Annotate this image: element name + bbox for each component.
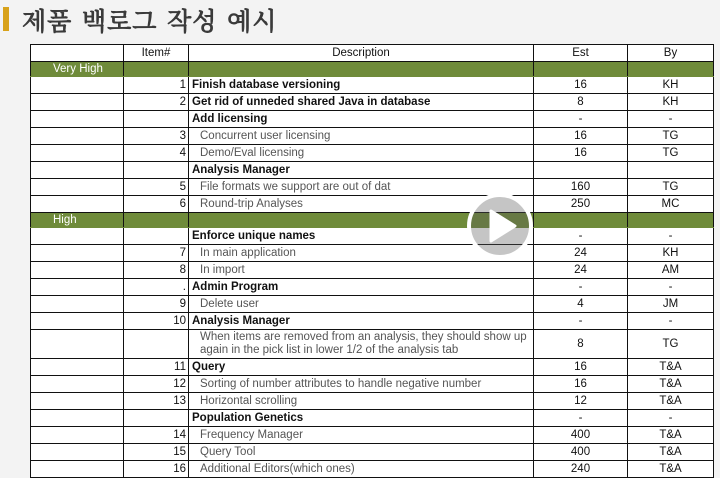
item-description: When items are removed from an analysis, they should show up again in the pick list in lower 1/2 of the analysis tab (189, 330, 534, 359)
table-row (31, 262, 714, 279)
table-header-row (31, 45, 714, 62)
item-estimate: - (534, 111, 628, 128)
table-row (31, 111, 714, 128)
table-row (31, 145, 714, 162)
item-description: Analysis Manager (189, 313, 534, 330)
item-estimate: 16 (534, 128, 628, 145)
item-estimate (534, 162, 628, 179)
item-estimate: 240 (534, 461, 628, 478)
row-blank-cell (31, 410, 124, 427)
item-estimate: 8 (534, 330, 628, 359)
item-description: Add licensing (189, 111, 534, 128)
row-blank-cell (31, 376, 124, 393)
section-cell (124, 62, 189, 77)
item-description: Additional Editors(which ones) (189, 461, 534, 478)
row-blank-cell (31, 179, 124, 196)
item-number: 12 (124, 376, 189, 393)
item-number: 8 (124, 262, 189, 279)
section-cell (124, 213, 189, 228)
item-number: 10 (124, 313, 189, 330)
item-description: Admin Program (189, 279, 534, 296)
item-number: 5 (124, 179, 189, 196)
backlog-table (30, 44, 714, 478)
item-owner: TG (628, 179, 714, 196)
item-description: Population Genetics (189, 410, 534, 427)
item-estimate: 400 (534, 444, 628, 461)
row-blank-cell (31, 111, 124, 128)
table-row (31, 77, 714, 94)
slide-title: 제품 백로그 작성 예시 (22, 7, 278, 36)
row-blank-cell (31, 145, 124, 162)
item-estimate: - (534, 313, 628, 330)
item-number: 3 (124, 128, 189, 145)
item-description: Query Tool (189, 444, 534, 461)
item-estimate: 160 (534, 179, 628, 196)
table-row (31, 296, 714, 313)
item-number: 13 (124, 393, 189, 410)
row-blank-cell (31, 330, 124, 359)
item-owner: T&A (628, 461, 714, 478)
item-number: 2 (124, 94, 189, 111)
item-owner: AM (628, 262, 714, 279)
title-accent-bar (3, 7, 9, 31)
row-blank-cell (31, 262, 124, 279)
item-number (124, 162, 189, 179)
table-row (31, 444, 714, 461)
item-description: Round-trip Analyses (189, 196, 534, 213)
item-number: 7 (124, 245, 189, 262)
row-blank-cell (31, 245, 124, 262)
item-description: Horizontal scrolling (189, 393, 534, 410)
row-blank-cell (31, 279, 124, 296)
item-estimate: 8 (534, 94, 628, 111)
item-owner (628, 162, 714, 179)
row-blank-cell (31, 461, 124, 478)
table-row (31, 461, 714, 478)
section-row (31, 213, 714, 228)
item-number: . (124, 279, 189, 296)
row-blank-cell (31, 196, 124, 213)
section-cell (628, 62, 714, 77)
section-label: High (31, 213, 124, 228)
header-item: Item# (124, 45, 189, 62)
row-blank-cell (31, 128, 124, 145)
item-description: Demo/Eval licensing (189, 145, 534, 162)
item-number (124, 330, 189, 359)
table-row (31, 94, 714, 111)
play-icon (485, 208, 519, 244)
item-owner: KH (628, 94, 714, 111)
item-description: Delete user (189, 296, 534, 313)
item-description: Enforce unique names (189, 228, 534, 245)
item-number: 9 (124, 296, 189, 313)
item-estimate: - (534, 410, 628, 427)
item-estimate: - (534, 228, 628, 245)
item-number: 1 (124, 77, 189, 94)
section-cell (534, 213, 628, 228)
item-description: File formats we support are out of dat (189, 179, 534, 196)
item-owner: T&A (628, 393, 714, 410)
item-description: Concurrent user licensing (189, 128, 534, 145)
table-row (31, 376, 714, 393)
item-owner: - (628, 279, 714, 296)
item-owner: TG (628, 145, 714, 162)
item-estimate: 12 (534, 393, 628, 410)
table-row (31, 427, 714, 444)
row-blank-cell (31, 228, 124, 245)
header-description: Description (189, 45, 534, 62)
item-estimate: 24 (534, 262, 628, 279)
item-number: 11 (124, 359, 189, 376)
item-owner: - (628, 410, 714, 427)
header-blank (31, 45, 124, 62)
item-owner: T&A (628, 444, 714, 461)
item-description: Finish database versioning (189, 77, 534, 94)
table-row (31, 179, 714, 196)
row-blank-cell (31, 359, 124, 376)
video-play-button[interactable] (467, 193, 533, 259)
row-blank-cell (31, 427, 124, 444)
slide-title-bar (0, 0, 720, 44)
item-owner: T&A (628, 376, 714, 393)
row-blank-cell (31, 444, 124, 461)
item-owner: KH (628, 77, 714, 94)
table-row (31, 279, 714, 296)
item-estimate: 250 (534, 196, 628, 213)
item-number: 4 (124, 145, 189, 162)
section-label: Very High (31, 62, 124, 77)
item-owner: MC (628, 196, 714, 213)
header-est: Est (534, 45, 628, 62)
section-row (31, 62, 714, 77)
item-description: Get rid of unneded shared Java in database (189, 94, 534, 111)
item-number (124, 111, 189, 128)
section-cell (628, 213, 714, 228)
item-owner: - (628, 228, 714, 245)
item-estimate: 24 (534, 245, 628, 262)
item-estimate: 16 (534, 376, 628, 393)
item-description: In import (189, 262, 534, 279)
table-row (31, 162, 714, 179)
item-description: In main application (189, 245, 534, 262)
item-number: 14 (124, 427, 189, 444)
item-number (124, 228, 189, 245)
item-owner: T&A (628, 359, 714, 376)
item-owner: - (628, 111, 714, 128)
item-number: 6 (124, 196, 189, 213)
table-row (31, 196, 714, 213)
row-blank-cell (31, 94, 124, 111)
row-blank-cell (31, 393, 124, 410)
table-row (31, 359, 714, 376)
table-row (31, 330, 714, 359)
section-cell (189, 62, 534, 77)
table-row (31, 393, 714, 410)
item-owner: KH (628, 245, 714, 262)
item-estimate: 16 (534, 359, 628, 376)
item-estimate: 400 (534, 427, 628, 444)
item-number: 15 (124, 444, 189, 461)
item-owner: T&A (628, 427, 714, 444)
item-description: Analysis Manager (189, 162, 534, 179)
section-cell (534, 62, 628, 77)
table-row (31, 410, 714, 427)
table-row (31, 245, 714, 262)
table-row (31, 313, 714, 330)
header-by: By (628, 45, 714, 62)
item-number: 16 (124, 461, 189, 478)
row-blank-cell (31, 162, 124, 179)
item-number (124, 410, 189, 427)
item-description: Frequency Manager (189, 427, 534, 444)
item-estimate: 4 (534, 296, 628, 313)
row-blank-cell (31, 296, 124, 313)
table-row (31, 228, 714, 245)
item-owner: JM (628, 296, 714, 313)
item-owner: - (628, 313, 714, 330)
table-row (31, 128, 714, 145)
item-owner: TG (628, 128, 714, 145)
item-description: Sorting of number attributes to handle negative number (189, 376, 534, 393)
item-owner: TG (628, 330, 714, 359)
row-blank-cell (31, 313, 124, 330)
row-blank-cell (31, 77, 124, 94)
item-estimate: 16 (534, 77, 628, 94)
item-estimate: 16 (534, 145, 628, 162)
backlog-sheet (30, 44, 713, 478)
item-estimate: - (534, 279, 628, 296)
table-body (31, 62, 714, 478)
item-description: Query (189, 359, 534, 376)
